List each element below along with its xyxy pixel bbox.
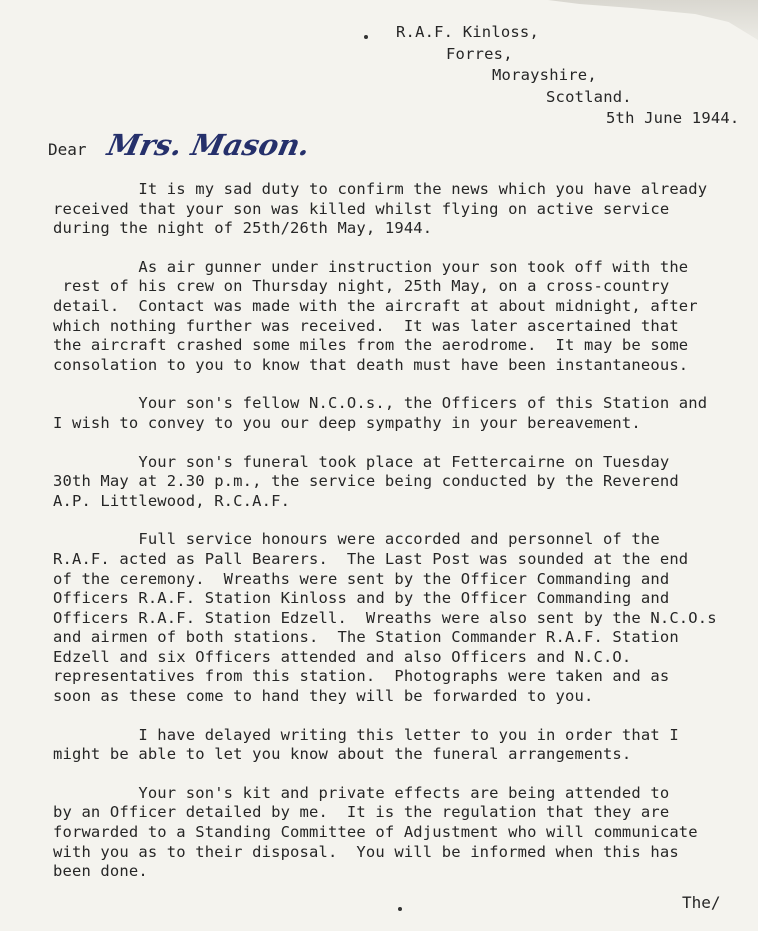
paragraph-line: by an Officer detailed by me. It is the regulation that they are [53, 803, 670, 822]
letter-paragraph [53, 394, 753, 433]
address-town: Forres, [446, 44, 513, 63]
address-country: Scotland. [546, 87, 632, 106]
paragraph-line: of the ceremony. Wreaths were sent by the Officer Commanding and [53, 569, 670, 588]
paragraph-line: As air gunner under instruction your son took off with the [53, 257, 689, 276]
paragraph-line: received that your son was killed whilst flying on active service [53, 199, 670, 218]
paragraph-line: Officers R.A.F. Station Edzell. Wreaths were also sent by the N.C.O.s [53, 608, 717, 627]
paragraph-line: I wish to convey to you our deep sympathy in your bereavement. [53, 413, 641, 432]
letter-paragraph [53, 258, 753, 376]
paragraph-line: Officers R.A.F. Station Kinloss and by the Officer Commanding and [53, 589, 670, 608]
paragraph-line: consolation to you to know that death must have been instantaneous. [53, 355, 689, 374]
paragraph-line: representatives from this station. Photographs were taken and as [53, 667, 670, 686]
paragraph-line: Your son's fellow N.C.O.s., the Officers of this Station and [53, 394, 708, 413]
paragraph-line: might be able to let you know about the funeral arrangements. [53, 745, 632, 764]
letter-paragraph [53, 453, 753, 512]
paragraph-line: forwarded to a Standing Committee of Adjustment who will communicate [53, 823, 698, 842]
paragraph-line: detail. Contact was made with the aircraft at about midnight, after [53, 296, 698, 315]
punch-mark [398, 907, 402, 911]
paragraph-line: R.A.F. acted as Pall Bearers. The Last Post was sounded at the end [53, 549, 689, 568]
address-block [396, 22, 739, 130]
salutation-dear: Dear [48, 140, 87, 159]
paragraph-line: rest of his crew on Thursday night, 25th May, on a cross-country [53, 277, 670, 296]
paragraph-line: Edzell and six Officers attended and also Officers and N.C.O. [53, 647, 632, 666]
letter-paragraph [53, 530, 753, 706]
letter-date: 5th June 1944. [606, 109, 740, 127]
paragraph-line: which nothing further was received. It was later ascertained that [53, 316, 679, 335]
paragraph-line: Full service honours were accorded and personnel of the [53, 530, 660, 549]
address-station: R.A.F. Kinloss, [396, 23, 539, 41]
paragraph-line: Your son's kit and private effects are being attended to [53, 783, 670, 802]
letter-body [53, 180, 753, 901]
paragraph-line: soon as these come to hand they will be forwarded to you. [53, 687, 594, 706]
paragraph-line: been done. [53, 862, 148, 881]
salutation-handwritten-name: Mrs. Mason. [104, 128, 314, 162]
paragraph-line: with you as to their disposal. You will be informed when this has [53, 842, 679, 861]
letter-paragraph [53, 784, 753, 882]
paragraph-line: A.P. Littlewood, R.C.A.F. [53, 491, 291, 510]
paragraph-line: It is my sad duty to confirm the news which you have already [53, 180, 708, 198]
paragraph-line: the aircraft crashed some miles from the aerodrome. It may be some [53, 336, 689, 355]
punch-mark [364, 35, 368, 39]
paragraph-line: during the night of 25th/26th May, 1944. [53, 219, 433, 238]
paragraph-line: Your son's funeral took place at Fettercairne on Tuesday [53, 452, 670, 471]
paragraph-line: and airmen of both stations. The Station Commander R.A.F. Station [53, 628, 679, 647]
paragraph-line: 30th May at 2.30 p.m., the service being conducted by the Reverend [53, 472, 679, 491]
letter-paragraph [53, 726, 753, 765]
address-county: Morayshire, [492, 66, 597, 84]
paragraph-line: I have delayed writing this letter to you in order that I [53, 725, 679, 744]
letter-paragraph [53, 180, 753, 239]
closing-continuation: The/ [682, 893, 721, 912]
